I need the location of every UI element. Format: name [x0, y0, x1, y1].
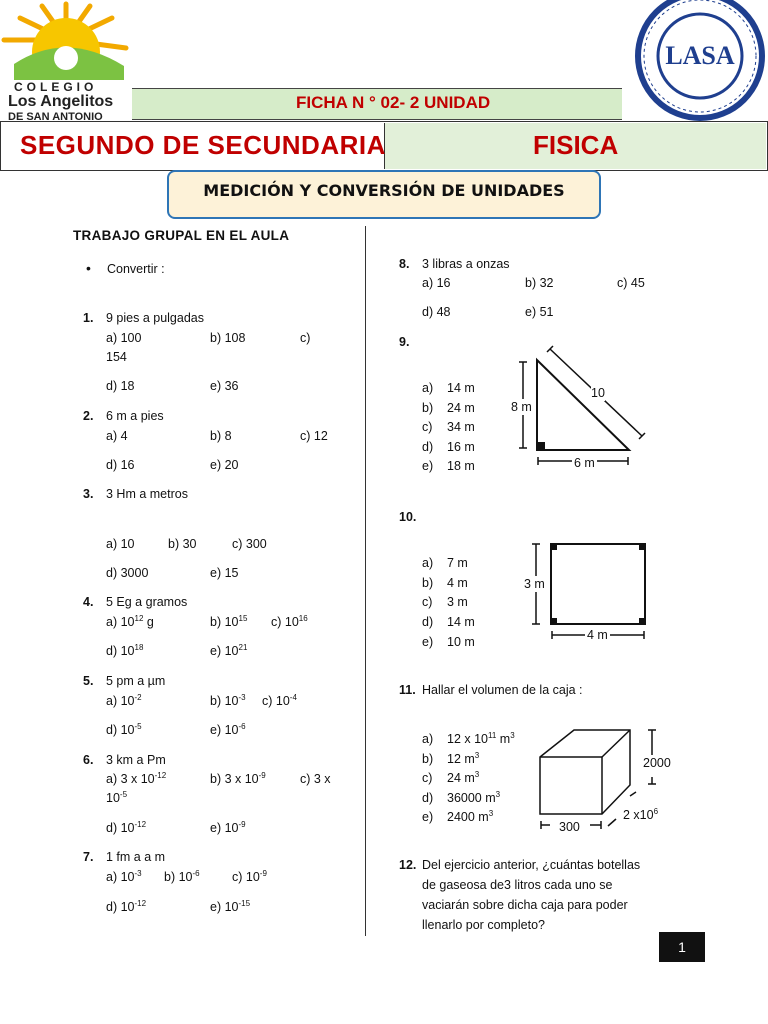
q6-option-a: a) 3 x $10^{-12}$ [106, 770, 167, 786]
q6-option-b: b) 3 x $10^{-9}$ [210, 770, 266, 786]
q4-number: 4. [83, 595, 94, 609]
q3-option-a: a) 10 [106, 537, 135, 551]
logo-school-place: DE SAN ANTONIO [8, 111, 103, 123]
worksheet-title: MEDICIÓN Y CONVERSIÓN DE UNIDADES [203, 181, 565, 200]
q1-option-c: c) [300, 331, 311, 345]
q5-option-e: e) $10^{-6}$ [210, 721, 246, 737]
q11-opt-e: e) [422, 810, 434, 824]
q11-text: Hallar el volumen de la caja : [422, 683, 583, 697]
box-height-label: 2000 [643, 756, 671, 770]
q5-option-b: b) $10^{-3}$ [210, 692, 246, 708]
q6-text: 3 km a Pm [106, 753, 166, 767]
q2-option-b: b) 8 [210, 429, 232, 443]
q2-text: 6 m a pies [106, 409, 164, 423]
triangle-side-label: 8 m [511, 400, 532, 414]
q7-option-e: e) $10^{-15}$ [210, 898, 251, 914]
q11-opt-c: c) [422, 771, 433, 785]
q7-text: 1 fm a a m [106, 850, 166, 864]
rectangle-side-label: 3 m [524, 577, 545, 591]
q9-opt-c: c) [422, 420, 433, 434]
q11-opt-d: d) [422, 791, 434, 805]
q12-line-4: llenarlo por completo? [422, 918, 545, 932]
q9-opt-a: a) [422, 381, 434, 395]
bullet-text: Convertir : [107, 262, 165, 276]
q4-option-d: d) $10^{18}$ [106, 642, 144, 658]
q2-option-d: d) 16 [106, 458, 135, 472]
triangle-hyp-label: 10 [591, 386, 605, 400]
q10-opt-e: e) [422, 635, 434, 649]
q12-line-3: vaciarán sobre dicha caja para poder [422, 898, 628, 912]
q8-option-d: d) 48 [422, 305, 451, 319]
logo-school-word: COLEGIO [14, 80, 98, 94]
q8-option-c: c) 45 [617, 276, 645, 290]
q7-option-c: c) $10^{-9}$ [232, 868, 267, 884]
grade-label: SEGUNDO DE SECUNDARIA [20, 130, 386, 160]
q9-opt-e: e) [422, 459, 434, 473]
q9-opt-d: d) [422, 440, 434, 454]
q11-val-a: 12 x $10^{11}$ $m^3$ [447, 730, 515, 746]
q6-option-e: e) $10^{-9}$ [210, 819, 246, 835]
q2-option-c: c) 12 [300, 429, 328, 443]
q11-number: 11. [399, 683, 416, 697]
q11-val-e: 2400 $m^3$ [447, 808, 494, 824]
q11-val-b: 12 $m^3$ [447, 750, 480, 766]
q10-opt-c: c) [422, 595, 433, 609]
q11-val-d: 36000 $m^3$ [447, 789, 501, 805]
q6-option-d: d) $10^{-12}$ [106, 819, 147, 835]
q11-opt-b: b) [422, 752, 434, 766]
logo-school-name: Los Angelitos [8, 93, 114, 110]
q5-text: 5 pm a µm [106, 674, 166, 688]
rectangle-base-label: 4 m [587, 628, 608, 642]
q11-opt-a: a) [422, 732, 434, 746]
q8-number: 8. [399, 257, 410, 271]
q2-option-a: a) 4 [106, 429, 128, 443]
bullet-icon: • [86, 260, 91, 276]
q12-line-1: Del ejercicio anterior, ¿cuántas botellas [422, 858, 641, 872]
q9-val-b: 24 m [447, 401, 475, 415]
q3-text: 3 Hm a metros [106, 487, 188, 501]
q3-option-c: c) 300 [232, 537, 267, 551]
school-seal [622, 0, 768, 122]
q7-option-b: b) $10^{-6}$ [164, 868, 200, 884]
q8-option-b: b) 32 [525, 276, 554, 290]
q10-val-c: 3 m [447, 595, 468, 609]
q7-number: 7. [83, 850, 94, 864]
q5-number: 5. [83, 674, 94, 688]
q10-opt-b: b) [422, 576, 434, 590]
q3-option-b: b) 30 [168, 537, 197, 551]
q3-number: 3. [83, 487, 94, 501]
q6-option-c-value: $10^{-5}$ [106, 789, 128, 805]
q12-number: 12. [399, 858, 417, 872]
q9-val-c: 34 m [447, 420, 475, 434]
q1-option-c-value: 154 [106, 350, 127, 364]
q3-option-e: e) 15 [210, 566, 239, 580]
q9-val-d: 16 m [447, 440, 475, 454]
page-number: 1 [659, 932, 705, 962]
q1-option-d: d) 18 [106, 379, 135, 393]
q3-option-d: d) 3000 [106, 566, 149, 580]
box-width-label: 300 [559, 820, 580, 834]
q6-number: 6. [83, 753, 94, 767]
q6-option-c: c) 3 x [300, 772, 331, 786]
q10-val-d: 14 m [447, 615, 475, 629]
q1-text: 9 pies a pulgadas [106, 311, 204, 325]
q7-option-d: d) $10^{-12}$ [106, 898, 147, 914]
q4-option-a: a) $10^{12}$ g [106, 613, 154, 629]
q8-text: 3 libras a onzas [422, 257, 510, 271]
q10-val-e: 10 m [447, 635, 475, 649]
q1-option-a: a) 100 [106, 331, 142, 345]
q5-option-c: c) $10^{-4}$ [262, 692, 297, 708]
q10-opt-d: d) [422, 615, 434, 629]
subject-label: FISICA [533, 130, 619, 160]
ficha-title: FICHA N ° 02- 2 UNIDAD [296, 93, 491, 112]
q2-option-e: e) 20 [210, 458, 239, 472]
q11-val-c: 24 $m^3$ [447, 769, 480, 785]
section-heading: TRABAJO GRUPAL EN EL AULA [73, 228, 290, 243]
q5-option-a: a) $10^{-2}$ [106, 692, 142, 708]
q9-val-a: 14 m [447, 381, 475, 395]
q10-val-a: 7 m [447, 556, 468, 570]
q1-number: 1. [83, 311, 94, 325]
q7-option-a: a) $10^{-3}$ [106, 868, 142, 884]
q9-val-e: 18 m [447, 459, 475, 473]
column-divider [365, 226, 366, 936]
q9-opt-b: b) [422, 401, 434, 415]
q2-number: 2. [83, 409, 94, 423]
q1-option-e: e) 36 [210, 379, 239, 393]
q10-number: 10. [399, 510, 417, 524]
triangle-base-label: 6 m [574, 456, 595, 470]
q10-val-b: 4 m [447, 576, 468, 590]
q4-text: 5 Eg a gramos [106, 595, 188, 609]
q8-option-a: a) 16 [422, 276, 451, 290]
q9-number: 9. [399, 335, 410, 349]
box-depth-label: 2 $x10^6$ [623, 806, 659, 822]
q1-option-b: b) 108 [210, 331, 246, 345]
q4-option-b: b) $10^{15}$ [210, 613, 248, 629]
q5-option-d: d) $10^{-5}$ [106, 721, 142, 737]
seal-text: LASA [665, 41, 735, 70]
q10-opt-a: a) [422, 556, 434, 570]
q8-option-e: e) 51 [525, 305, 554, 319]
q4-option-e: e) $10^{21}$ [210, 642, 248, 658]
q4-option-c: c) $10^{16}$ [271, 613, 308, 629]
q12-line-2: de gaseosa de3 litros cada uno se [422, 878, 613, 892]
